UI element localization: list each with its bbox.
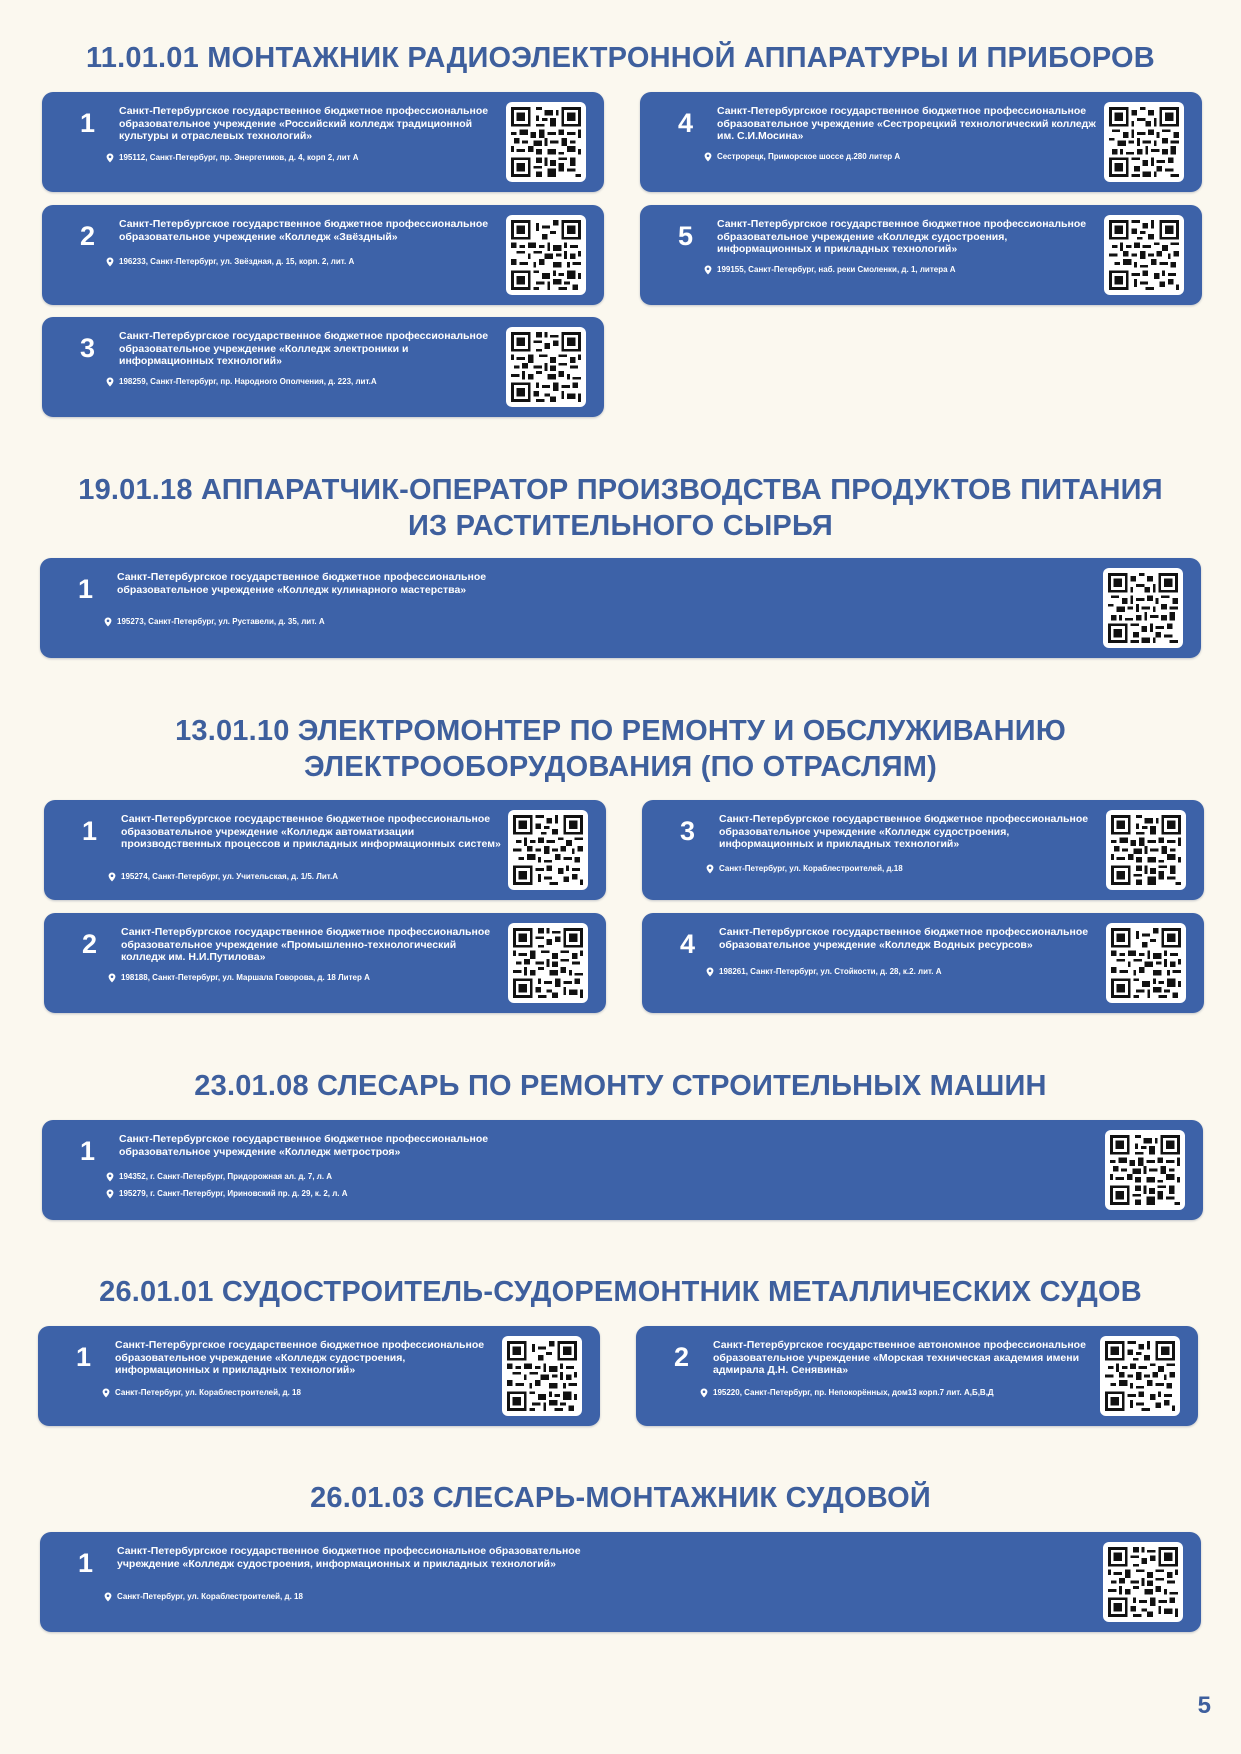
section-title: 23.01.08 СЛЕСАРЬ ПО РЕМОНТУ СТРОИТЕЛЬНЫХ МАШИН xyxy=(194,1070,1047,1102)
college-name: Санкт-Петербургское государственное автономное профессиональное образовательное учреждение «Морская техническая академия имени адмирала Д.Н. Сенявина» xyxy=(713,1339,1086,1376)
college-name: Санкт-Петербургское государственное бюджетное профессиональное образовательное учреждение «Колледж судостроения, информационных и прикладных технологий» xyxy=(717,218,1087,255)
section-title: 13.01.10 ЭЛЕКТРОМОНТЕР ПО РЕМОНТУ И ОБСЛУЖИВАНИЮ ЭЛЕКТРООБОРУДОВАНИЯ (ПО ОТРАСЛЯМ) xyxy=(175,715,1066,783)
qr-code-icon[interactable] xyxy=(506,327,586,407)
college-card[interactable] xyxy=(44,913,606,1013)
college-card[interactable] xyxy=(636,1326,1198,1426)
map-pin-icon xyxy=(703,265,713,275)
college-address: Сестрорецк, Приморское шоссе д.280 литер А xyxy=(717,152,900,162)
map-pin-icon xyxy=(103,1592,113,1602)
college-card[interactable] xyxy=(42,317,604,417)
qr-code-icon[interactable] xyxy=(1103,568,1183,648)
map-pin-icon xyxy=(105,377,115,387)
section-title: 19.01.18 АППАРАТЧИК-ОПЕРАТОР ПРОИЗВОДСТВА ПРОДУКТОВ ПИТАНИЯ ИЗ РАСТИТЕЛЬНОГО СЫРЬЯ xyxy=(78,474,1163,542)
college-name: Санкт-Петербургское государственное бюджетное профессиональное образовательное учреждение «Колледж электроники и информационных технологий» xyxy=(119,330,489,367)
map-pin-icon xyxy=(103,617,113,627)
college-name: Санкт-Петербургское государственное бюджетное профессиональное образовательное учреждение «Сестрорецкий технологический колледж им. С.И.Мосина» xyxy=(717,105,1096,142)
qr-code-icon[interactable] xyxy=(1103,1542,1183,1622)
map-pin-icon xyxy=(703,152,713,162)
college-name: Санкт-Петербургское государственное бюджетное профессиональное образовательное учреждение «Колледж судостроения, информационных и прикладных технологий» xyxy=(115,1339,485,1376)
college-address: 195279, г. Санкт-Петербург, Ириновский пр. д. 29, к. 2, л. А xyxy=(119,1189,348,1199)
college-card[interactable] xyxy=(642,800,1204,900)
map-pin-icon xyxy=(105,153,115,163)
college-address: 195112, Санкт-Петербург, пр. Энергетиков, д. 4, корп 2, лит А xyxy=(119,153,359,163)
college-address: Санкт-Петербург, ул. Кораблестроителей, д. 18 xyxy=(115,1388,301,1398)
qr-code-icon[interactable] xyxy=(1106,810,1186,890)
college-name: Санкт-Петербургское государственное бюджетное профессиональное образовательное учреждение «Российский колледж традиционной культуры и отраслевых технологий» xyxy=(119,105,489,142)
map-pin-icon xyxy=(107,872,117,882)
card-number: 3 xyxy=(680,816,696,846)
college-card[interactable] xyxy=(642,913,1204,1013)
college-name: Санкт-Петербургское государственное бюджетное профессиональное образовательное учреждение «Колледж судостроения, информационных и прикладных технологий» xyxy=(719,813,1089,850)
map-pin-icon xyxy=(105,1189,115,1199)
college-card[interactable] xyxy=(640,205,1202,305)
page-number: 5 xyxy=(1197,1692,1211,1719)
college-name: Санкт-Петербургское государственное бюджетное профессиональное образовательное учреждение «Колледж кулинарного мастерства» xyxy=(117,571,487,596)
college-name: Санкт-Петербургское государственное бюджетное профессиональное образовательное учреждение «Колледж «Звёздный» xyxy=(119,218,489,243)
college-card[interactable] xyxy=(40,558,1201,658)
college-address: 198188, Санкт-Петербург, ул. Маршала Говорова, д. 18 Литер А xyxy=(121,973,370,983)
card-number: 5 xyxy=(678,221,694,251)
card-number: 1 xyxy=(82,816,98,846)
college-card[interactable] xyxy=(44,800,606,900)
college-address: 195220, Санкт-Петербург, пр. Непокорённых, дом13 корп.7 лит. А,Б,В,Д xyxy=(713,1388,994,1398)
qr-code-icon[interactable] xyxy=(1100,1336,1180,1416)
college-address: 196233, Санкт-Петербург, ул. Звёздная, д. 15, корп. 2, лит. А xyxy=(119,257,354,267)
college-address: 199155, Санкт-Петербург, наб. реки Смоленки, д. 1, литера А xyxy=(717,265,956,275)
card-number: 2 xyxy=(674,1342,690,1372)
map-pin-icon xyxy=(699,1388,709,1398)
college-card[interactable] xyxy=(640,92,1202,192)
section-title: 26.01.03 СЛЕСАРЬ-МОНТАЖНИК СУДОВОЙ xyxy=(310,1482,931,1514)
qr-code-icon[interactable] xyxy=(1104,215,1184,295)
card-number: 1 xyxy=(78,1548,94,1578)
map-pin-icon xyxy=(105,257,115,267)
map-pin-icon xyxy=(705,967,715,977)
section-title: 11.01.01 МОНТАЖНИК РАДИОЭЛЕКТРОННОЙ АППАРАТУРЫ И ПРИБОРОВ xyxy=(86,42,1155,74)
college-address: 195274, Санкт-Петербург, ул. Учительская, д. 1/5. Лит.А xyxy=(121,872,338,882)
map-pin-icon xyxy=(705,864,715,874)
college-address: 194352, г. Санкт-Петербург, Придорожная ал. д. 7, л. А xyxy=(119,1172,332,1182)
map-pin-icon xyxy=(105,1172,115,1182)
college-name: Санкт-Петербургское государственное бюджетное профессиональное образовательное учреждение «Промышленно-технологический колледж им. Н.И.Путилова» xyxy=(121,926,491,963)
college-name: Санкт-Петербургское государственное бюджетное профессиональное образовательное учреждение «Колледж судостроения, информационных и прикладных технологий» xyxy=(117,1545,581,1570)
college-card[interactable] xyxy=(42,92,604,192)
college-address: 195273, Санкт-Петербург, ул. Руставели, д. 35, лит. А xyxy=(117,617,325,627)
card-number: 1 xyxy=(80,108,96,138)
college-name: Санкт-Петербургское государственное бюджетное профессиональное образовательное учреждение «Колледж автоматизации производственных процессов и прикладных информационных систем» xyxy=(121,813,501,850)
card-number: 1 xyxy=(76,1342,92,1372)
qr-code-icon[interactable] xyxy=(506,215,586,295)
map-pin-icon xyxy=(107,973,117,983)
college-card[interactable] xyxy=(38,1326,600,1426)
card-number: 4 xyxy=(680,929,696,959)
qr-code-icon[interactable] xyxy=(508,810,588,890)
college-address: 198259, Санкт-Петербург, пр. Народного Ополчения, д. 223, лит.А xyxy=(119,377,377,387)
college-name: Санкт-Петербургское государственное бюджетное профессиональное образовательное учреждение «Колледж Водных ресурсов» xyxy=(719,926,1089,951)
card-number: 2 xyxy=(80,221,96,251)
qr-code-icon[interactable] xyxy=(1106,923,1186,1003)
section-title: 26.01.01 СУДОСТРОИТЕЛЬ-СУДОРЕМОНТНИК МЕТАЛЛИЧЕСКИХ СУДОВ xyxy=(99,1276,1142,1308)
card-number: 1 xyxy=(80,1136,96,1166)
college-card[interactable] xyxy=(42,1120,1203,1220)
card-number: 2 xyxy=(82,929,98,959)
qr-code-icon[interactable] xyxy=(506,102,586,182)
college-address: Санкт-Петербург, ул. Кораблестроителей, д.18 xyxy=(719,864,903,874)
qr-code-icon[interactable] xyxy=(1104,102,1184,182)
qr-code-icon[interactable] xyxy=(508,923,588,1003)
college-name: Санкт-Петербургское государственное бюджетное профессиональное образовательное учреждение «Колледж метростроя» xyxy=(119,1133,489,1158)
college-card[interactable] xyxy=(42,205,604,305)
card-number: 4 xyxy=(678,108,694,138)
map-pin-icon xyxy=(101,1388,111,1398)
qr-code-icon[interactable] xyxy=(1105,1130,1185,1210)
card-number: 3 xyxy=(80,333,96,363)
card-number: 1 xyxy=(78,574,94,604)
college-card[interactable] xyxy=(40,1532,1201,1632)
college-address: Санкт-Петербург, ул. Кораблестроителей, д. 18 xyxy=(117,1592,303,1602)
qr-code-icon[interactable] xyxy=(502,1336,582,1416)
college-address: 198261, Санкт-Петербург, ул. Стойкости, д. 28, к.2. лит. А xyxy=(719,967,941,977)
